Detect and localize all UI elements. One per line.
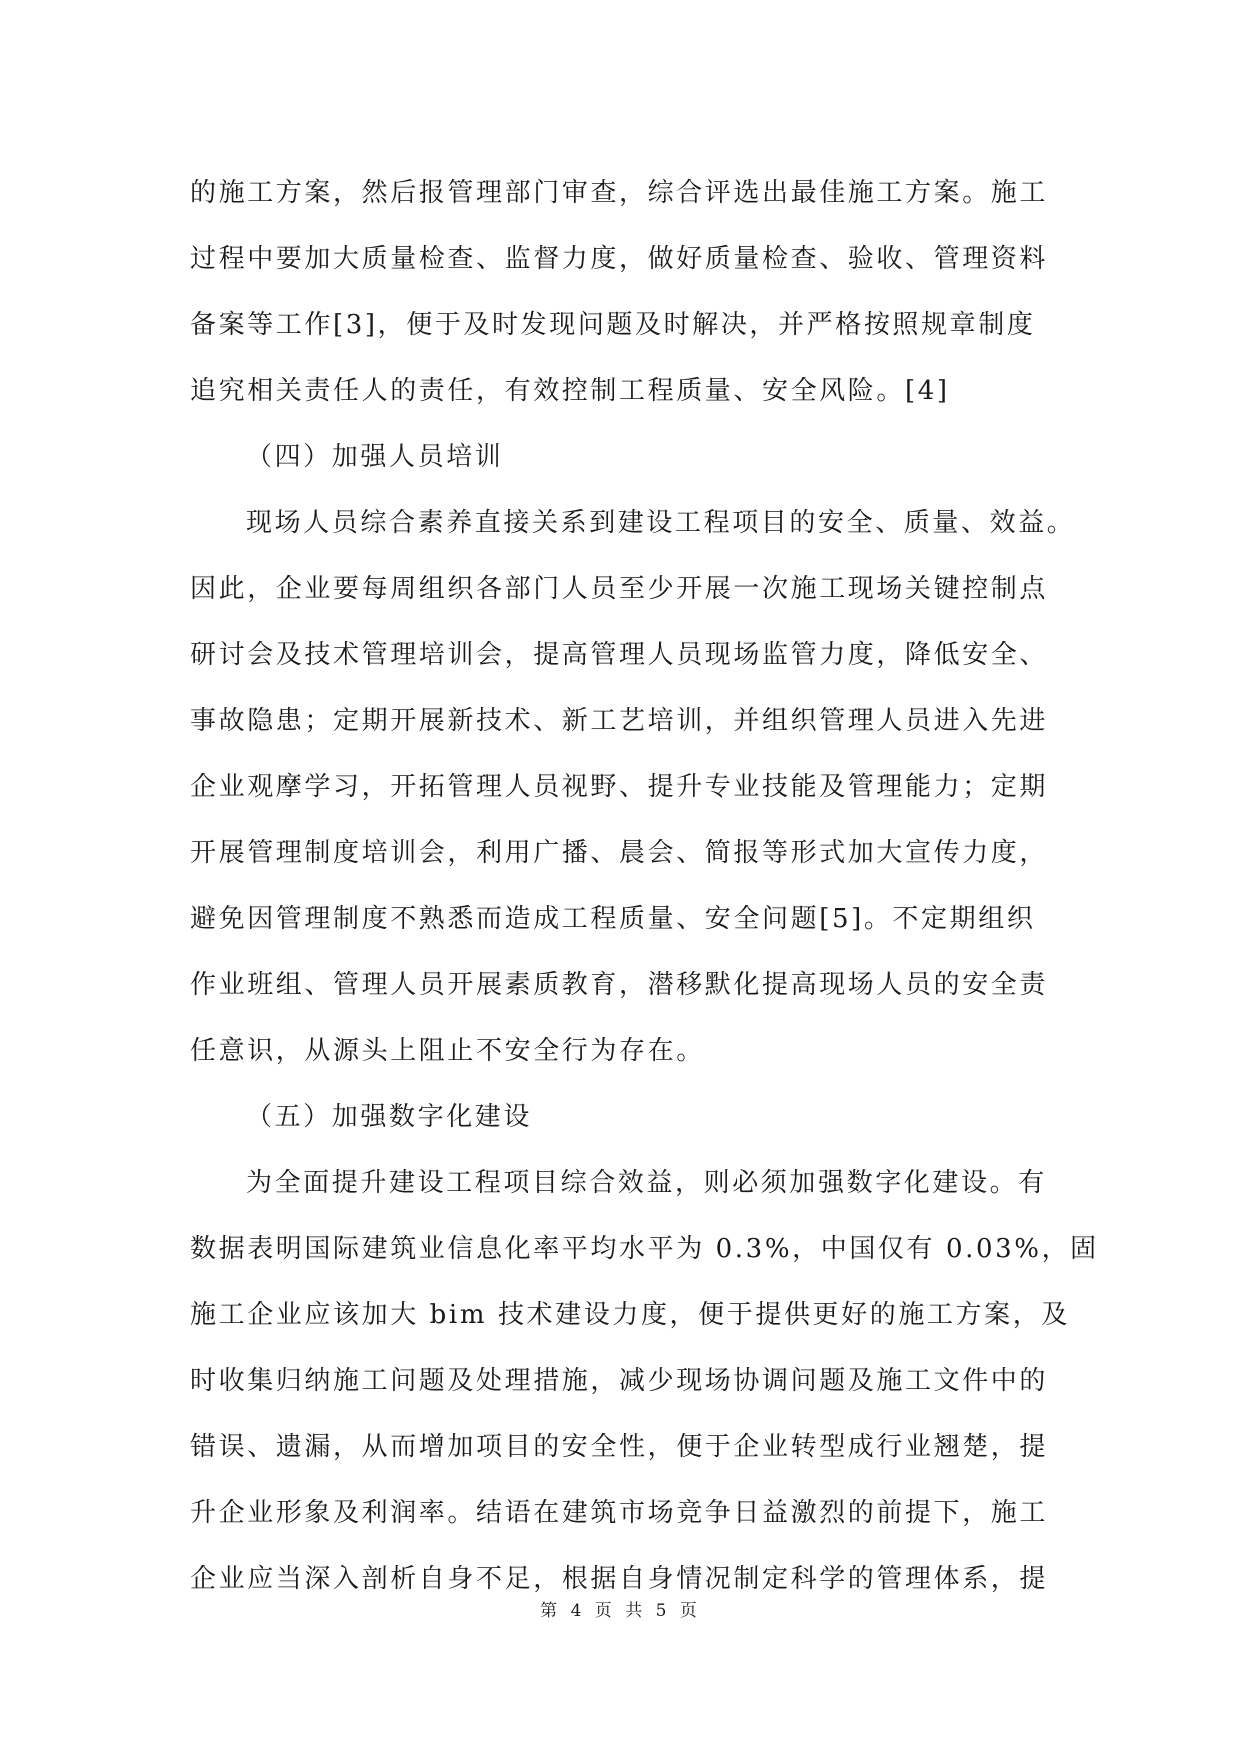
text-line: 开展管理制度培训会，利用广播、晨会、简报等形式加大宣传力度， xyxy=(190,838,1049,868)
text-line: 过程中要加大质量检查、监督力度，做好质量检查、验收、管理资料 xyxy=(190,244,1049,274)
text-line: 的施工方案，然后报管理部门审查，综合评选出最佳施工方案。施工 xyxy=(190,178,1049,208)
text-line: 避免因管理制度不熟悉而造成工程质量、安全问题[5]。不定期组织 xyxy=(190,904,1036,934)
paragraph-start: 为全面提升建设工程项目综合效益，则必须加强数字化建设。有 xyxy=(246,1168,1047,1198)
text-line: 企业观摩学习，开拓管理人员视野、提升专业技能及管理能力；定期 xyxy=(190,772,1049,802)
text-line: 因此，企业要每周组织各部门人员至少开展一次施工现场关键控制点 xyxy=(190,574,1049,604)
section-heading-5: （五）加强数字化建设 xyxy=(246,1102,533,1132)
text-line: 追究相关责任人的责任，有效控制工程质量、安全风险。[4] xyxy=(190,376,950,406)
text-line: 数据表明国际建筑业信息化率平均水平为 0.3%，中国仅有 0.03%，固 xyxy=(190,1234,1099,1264)
text-line: 升企业形象及利润率。结语在建筑市场竞争日益激烈的前提下，施工 xyxy=(190,1498,1049,1528)
text-line: 错误、遗漏，从而增加项目的安全性，便于企业转型成行业翘楚，提 xyxy=(190,1432,1049,1462)
section-heading-4: （四）加强人员培训 xyxy=(246,442,504,472)
paragraph-start: 现场人员综合素养直接关系到建设工程项目的安全、质量、效益。 xyxy=(246,508,1076,538)
text-line: 时收集归纳施工问题及处理措施，减少现场协调问题及施工文件中的 xyxy=(190,1366,1049,1396)
text-line: 备案等工作[3]，便于及时发现问题及时解决，并严格按照规章制度 xyxy=(190,310,1036,340)
text-line: 任意识，从源头上阻止不安全行为存在。 xyxy=(190,1036,705,1066)
text-line: 研讨会及技术管理培训会，提高管理人员现场监管力度，降低安全、 xyxy=(190,640,1049,670)
body-text xyxy=(190,160,1099,1612)
text-line: 企业应当深入剖析自身不足，根据自身情况制定科学的管理体系，提 xyxy=(190,1564,1049,1594)
text-line: 施工企业应该加大 bim 技术建设力度，便于提供更好的施工方案，及 xyxy=(190,1300,1070,1330)
page-number-footer: 第 4 页 共 5 页 xyxy=(540,1601,701,1621)
text-line: 事故隐患；定期开展新技术、新工艺培训，并组织管理人员进入先进 xyxy=(190,706,1049,736)
text-line: 作业班组、管理人员开展素质教育，潜移默化提高现场人员的安全责 xyxy=(190,970,1049,1000)
